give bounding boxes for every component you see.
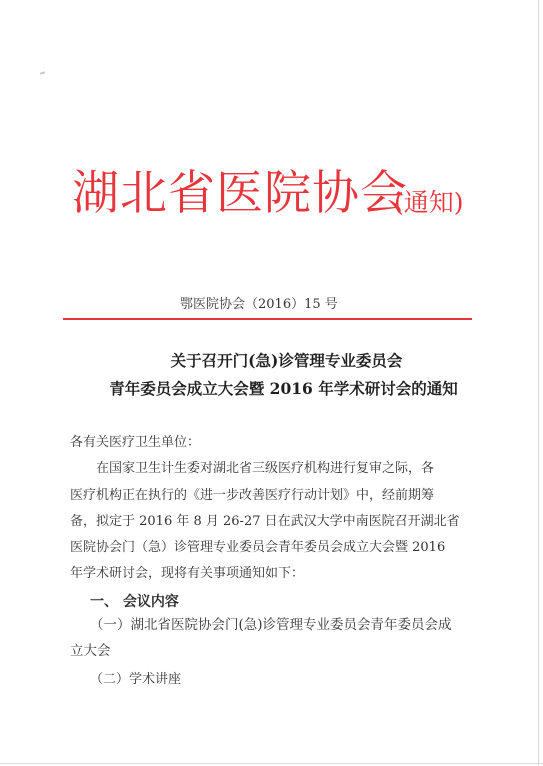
red-divider-line xyxy=(63,318,472,320)
paragraph-line-3: 备，拟定于 2016 年 8 月 26-27 日在武汉大学中南医院召开湖北省 xyxy=(70,514,460,529)
subject-line-2: 青年委员会成立大会暨 2016 年学术研讨会的通知 xyxy=(109,379,458,398)
item-1-line-2: 立大会 xyxy=(70,643,111,659)
page-edge-bottom xyxy=(0,763,543,764)
item-2: （二）学术讲座 xyxy=(90,672,182,687)
document-number: 鄂医院协会（2016）15 号 xyxy=(180,297,338,312)
letterhead-title: 湖北省医院协会 xyxy=(72,166,408,221)
scan-speck xyxy=(40,71,45,75)
paragraph-line-4: 医院协会门（急）诊管理专业委员会青年委员会成立大会暨 2016 xyxy=(70,540,446,555)
salutation: 各有关医疗卫生单位： xyxy=(70,435,201,450)
item-1-line-1: （一）湖北省医院协会门(急)诊管理专业委员会青年委员会成 xyxy=(90,617,452,633)
letterhead-suffix: (通知) xyxy=(394,188,464,217)
subject-line-1: 关于召开门(急)诊管理专业委员会 xyxy=(170,351,403,370)
section-heading-1: 一、 会议内容 xyxy=(90,594,179,610)
paragraph-line-1: 在国家卫生计生委对湖北省三级医疗机构进行复审之际，各 xyxy=(96,461,435,476)
paragraph-line-5: 年学术研讨会，现将有关事项通知如下： xyxy=(70,566,305,581)
paragraph-line-2: 医疗机构正在执行的《进一步改善医疗行动计划》中，经前期筹 xyxy=(70,488,435,503)
